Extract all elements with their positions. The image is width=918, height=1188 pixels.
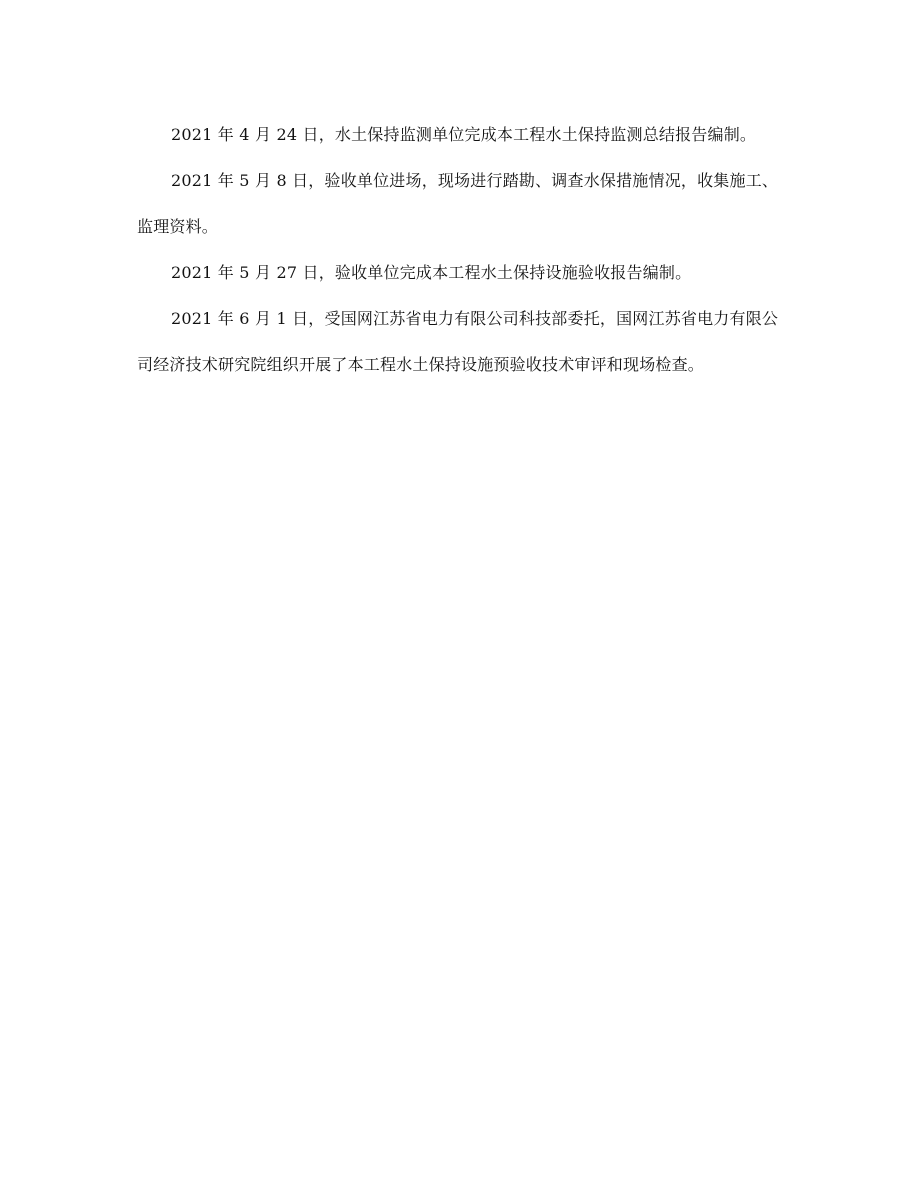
paragraph-acceptance-entry: 2021 年 5 月 8 日，验收单位进场，现场进行踏勘、调查水保措施情况，收集施工、监理资料。 [137, 171, 779, 236]
paragraph-pre-acceptance-review: 2021 年 6 月 1 日，受国网江苏省电力有限公司科技部委托，国网江苏省电力有限公司经济技术研究院组织开展了本工程水土保持设施预验收技术审评和现场检查。 [137, 309, 779, 374]
paragraph-monitoring-report: 2021 年 4 月 24 日，水土保持监测单位完成本工程水土保持监测总结报告编制。 [171, 125, 757, 144]
document-body [137, 112, 785, 388]
paragraph-acceptance-report: 2021 年 5 月 27 日，验收单位完成本工程水土保持设施验收报告编制。 [171, 263, 692, 282]
